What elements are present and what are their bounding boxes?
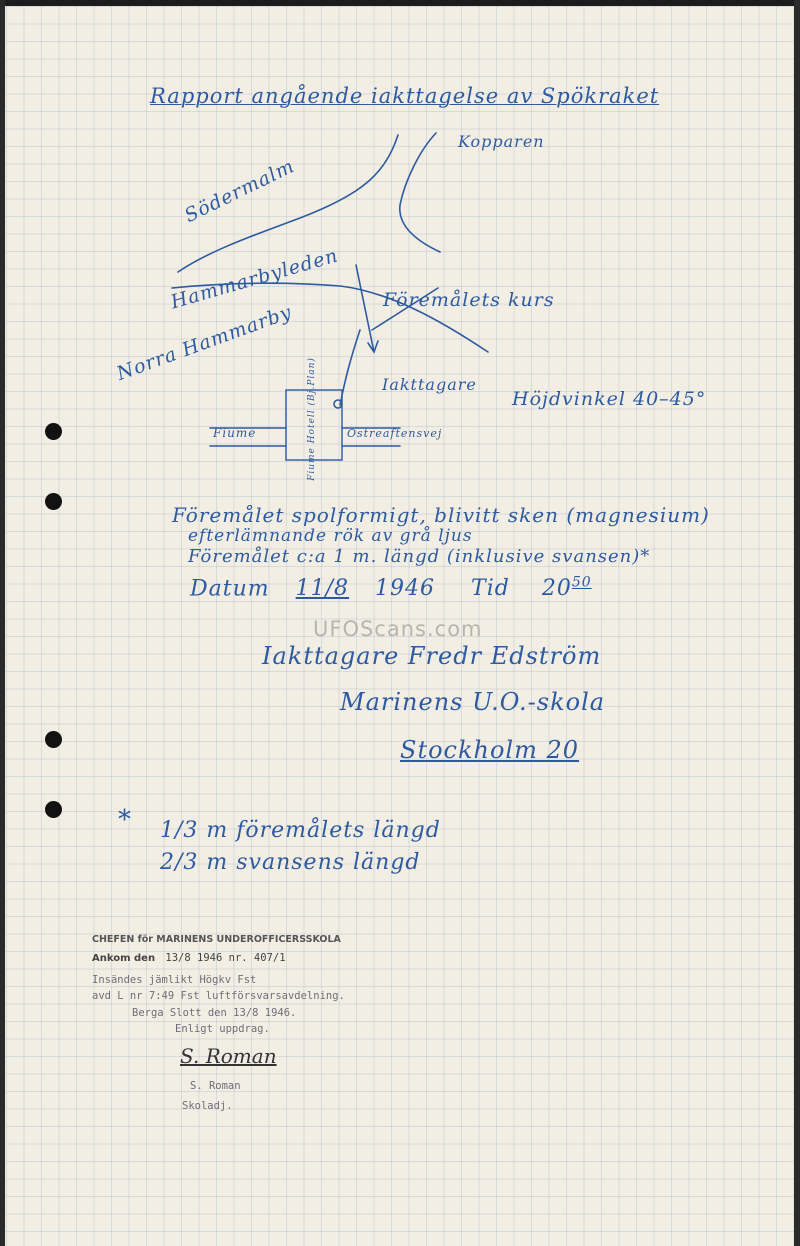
sight-line [340,330,360,405]
stamp-typed-name: S. Roman [190,1080,241,1092]
report-title: Rapport angående iakttagelse av Spökraket [150,84,660,108]
map-label-building: Fiume Hotell (Bj.Plan) [306,357,317,481]
description-line-3: Föremålet c:a 1 m. längd (inklusive svansen)* [188,546,651,567]
time-sup: 50 [571,575,592,591]
observer-signature: Iakttagare Fredr Edström [262,642,602,670]
stamp-received-prefix: Ankom den [92,953,156,964]
course-arrow [356,265,374,352]
stamp-line-2: avd L nr 7:49 Fst luftförsvarsavdelning. [92,990,345,1002]
map-label-fiume: Fiume [213,426,257,440]
date-label: Datum [190,576,270,602]
stamp-header: CHEFEN för MARINENS UNDEROFFICERSSKOLA [92,934,341,945]
footnote-star: * [118,805,132,835]
stamp-role: Skoladj. [182,1100,233,1112]
stamp-line-4: Enligt uppdrag. [175,1023,270,1035]
watermark: UFOScans.com [313,617,483,641]
map-label-sodermalm: Södermalm [181,154,299,228]
time-label: Tid [471,576,510,602]
stamp-received-value: 13/8 1946 nr. 407/1 [165,952,286,964]
footnote-line-1: 1/3 m föremålets längd [160,818,441,843]
school-signature: Marinens U.O.-skola [340,688,606,716]
map-label-iakttagare: Iakttagare [382,375,477,394]
map-label-hojdvinkel: Höjdvinkel 40–45° [512,388,707,410]
map-label-kopparen: Kopparen [458,132,545,151]
map-label-hammarbyleden: Hammarbyleden [168,244,341,314]
city-signature: Stockholm 20 [400,736,580,764]
time-value: $20^{50}$ [541,575,592,602]
date-value: 11/8 [295,576,350,602]
map-label-norra-hammarby: Norra Hammarby [113,301,296,385]
stamp-handsignature: S. Roman [180,1044,277,1068]
footnote-line-2: 2/3 m svansens längd [160,850,421,875]
date-line [190,575,592,601]
map-label-foremalets-kurs: Föremålets kurs [383,289,555,311]
map-label-ostra: Ostreaftensvej [347,427,443,440]
date-year: 1946 [375,576,436,602]
stamp-line-1: Insändes jämlikt Högkv Fst [92,974,257,986]
description-line-2: efterlämnande rök av grå ljus [188,526,473,546]
shoreline-kopparen [400,133,440,252]
description-line-1: Föremålet spolformigt, blivitt sken (magnesium) [172,503,710,527]
stamp-line-3: Berga Slott den 13/8 1946. [132,1007,297,1019]
stamp-received [92,952,286,964]
